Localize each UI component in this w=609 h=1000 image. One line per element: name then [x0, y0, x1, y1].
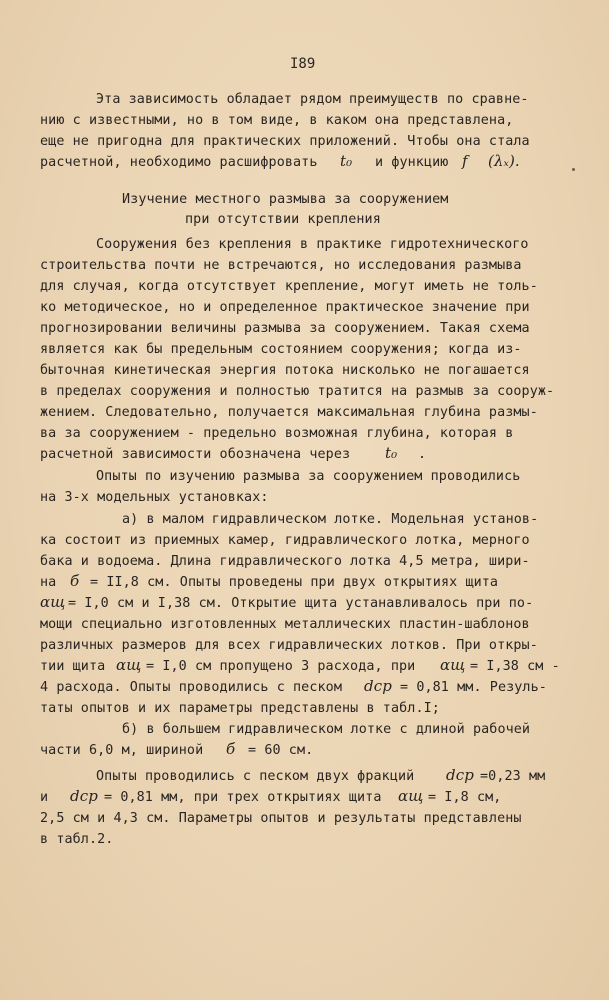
text-line: части 6,0 м, шириной [40, 743, 204, 758]
text-line: ка состоит из приемных камер, гидравлического лотка, мерного [40, 533, 530, 548]
symbol-f: f [462, 152, 468, 170]
text-line: Сооружения без крепления в практике гидротехнического [96, 237, 529, 252]
symbol-a-sh: αщ [440, 656, 466, 674]
text-line: =0,23 мм [480, 769, 546, 784]
text-line: = I,8 см, [428, 790, 502, 805]
text-line: в табл.2. [40, 832, 114, 847]
page-number: I89 [290, 56, 316, 72]
text-line: ва за сооружением - предельно возможная глубина, которая в [40, 426, 514, 441]
text-line: = I,0 см и I,38 см. Открытие щита устанавливалось при по- [68, 596, 534, 611]
symbol-a-sh: αщ [40, 593, 66, 611]
text-line: прогнозировании величины размыва за сооружением. Такая схема [40, 321, 530, 336]
text-line: Опыты проводились с песком двух фракций [96, 769, 415, 784]
symbol-a-sh: αщ [116, 656, 142, 674]
text-line: = I,0 см пропущено 3 расхода, при [146, 659, 416, 674]
section-heading: при отсутствии крепления [185, 212, 381, 227]
text-line: = 0,81 мм. Резуль- [400, 680, 547, 695]
text-line: расчетной зависимости обозначена через [40, 447, 351, 462]
symbol-a-sh: αщ [398, 787, 424, 805]
text-line: тии щита [40, 659, 106, 674]
text-line: Эта зависимость обладает рядом преимуществ по сравне- [96, 92, 529, 107]
text-line: еще не пригодна для практических приложений. Чтобы она стала [40, 134, 530, 149]
text-line: является как бы предельным состоянием сооружения; когда из- [40, 342, 522, 357]
text-line: 2,5 см и 4,3 см. Параметры опытов и результаты представлены [40, 811, 522, 826]
text-line: и [40, 790, 49, 805]
text-line: ко методическое, но и определенное практическое значение при [40, 300, 530, 315]
text-line: = II,8 см. Опыты проведены при двух открытиях щита [90, 575, 499, 590]
text-line: в пределах сооружения и полностью тратится на размыв за сооруж- [40, 384, 555, 399]
section-heading: Изучение местного размыва за сооружением [122, 192, 449, 207]
text-line: различных размеров для всех гидравлических лотков. При откры- [40, 638, 538, 653]
text-line: быточная кинетическая энергия потока нисколько не погашается [40, 363, 530, 378]
text-line: для случая, когда отсутствует крепление, могут иметь не толь- [40, 279, 538, 294]
text-line: б) в большем гидравлическом лотке с длиной рабочей [122, 722, 531, 737]
symbol-d-sr: dср [446, 766, 474, 784]
symbol-lambda: (λₓ). [488, 152, 520, 170]
text-line: бака и водоема. Длина гидравлического лотка 4,5 метра, шири- [40, 554, 530, 569]
text-line: 4 расхода. Опыты проводились с песком [40, 680, 342, 695]
text-line: Опыты по изучению размыва за сооружением проводились [96, 469, 521, 484]
text-line: нию с известными, но в том виде, в каком она представлена, [40, 113, 514, 128]
text-line: = 0,81 мм, при трех открытиях щита [104, 790, 382, 805]
symbol-b: б [226, 740, 236, 758]
text-line: мощи специально изготовленных металлических пластин-шаблонов [40, 617, 530, 632]
page-speck [572, 168, 575, 171]
symbol-t0: t₀ [385, 444, 398, 462]
symbol-b: б [70, 572, 80, 590]
text-punctuation: . [418, 447, 427, 462]
text-line: на [40, 575, 57, 590]
text-line: и функцию [375, 155, 449, 170]
symbol-t0: t₀ [340, 152, 353, 170]
text-line: на 3-х модельных установках: [40, 490, 269, 505]
symbol-d-sr: dср [364, 677, 392, 695]
text-line: таты опытов и их параметры представлены в табл.I; [40, 701, 440, 716]
text-line: = 60 см. [248, 743, 314, 758]
text-line: расчетной, необходимо расшифровать [40, 155, 318, 170]
text-line: = I,38 см - [470, 659, 560, 674]
text-line: строительства почти не встречаются, но исследования размыва [40, 258, 522, 273]
text-line: жением. Следовательно, получается максимальная глубина размы- [40, 405, 538, 420]
text-line: а) в малом гидравлическом лотке. Модельная установ- [122, 512, 539, 527]
symbol-d-sr: dср [70, 787, 98, 805]
